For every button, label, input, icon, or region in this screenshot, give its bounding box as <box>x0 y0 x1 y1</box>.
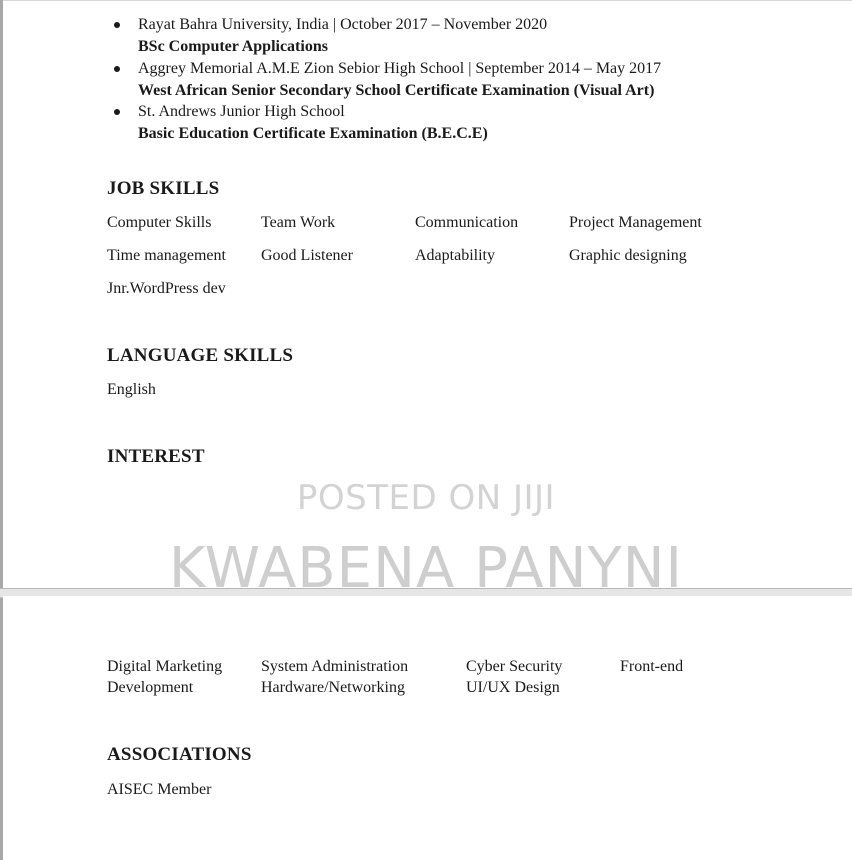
interest-item: Front-end <box>620 658 684 675</box>
skill-item: Time management <box>107 247 226 264</box>
skill-item: Jnr.WordPress dev <box>107 280 226 297</box>
skill-item: Computer Skills <box>107 214 212 231</box>
job-skills-heading: JOB SKILLS <box>107 178 220 199</box>
interest-item: Digital Marketing <box>107 658 223 675</box>
language-skills-heading: LANGUAGE SKILLS <box>107 345 294 366</box>
skill-item: Team Work <box>261 214 336 231</box>
education-detail-1: BSc Computer Applications <box>138 38 328 55</box>
skill-item: Adaptability <box>415 247 495 264</box>
bullet-icon <box>114 66 120 72</box>
bullet-icon <box>114 22 120 28</box>
interest-item: Development <box>107 679 194 696</box>
language-item: English <box>107 381 156 398</box>
education-entry-3: St. Andrews Junior High School <box>138 103 345 120</box>
education-detail-3: Basic Education Certificate Examination (B.E.C.E) <box>138 125 488 142</box>
interest-heading: INTEREST <box>107 446 205 467</box>
watermark-line-1: POSTED ON JIJI <box>296 478 556 518</box>
skill-item: Good Listener <box>261 247 353 264</box>
interest-item: Hardware/Networking <box>261 679 405 696</box>
resume-page-2 <box>3 596 852 860</box>
interest-item: UI/UX Design <box>466 679 560 696</box>
watermark-line-2: KWABENA PANYNI <box>168 536 684 601</box>
skill-item: Project Management <box>569 214 702 231</box>
bullet-icon <box>114 109 120 115</box>
skill-item: Graphic designing <box>569 247 687 264</box>
interest-item: Cyber Security <box>466 658 563 675</box>
associations-heading: ASSOCIATIONS <box>107 744 252 765</box>
association-item: AISEC Member <box>107 781 212 798</box>
education-entry-1: Rayat Bahra University, India | October 2017 – November 2020 <box>138 16 548 33</box>
education-detail-2: West African Senior Secondary School Certificate Examination (Visual Art) <box>138 82 655 99</box>
interest-item: System Administration <box>261 658 409 675</box>
education-entry-2: Aggrey Memorial A.M.E Zion Sebior High School | September 2014 – May 2017 <box>138 60 662 77</box>
skill-item: Communication <box>415 214 519 231</box>
